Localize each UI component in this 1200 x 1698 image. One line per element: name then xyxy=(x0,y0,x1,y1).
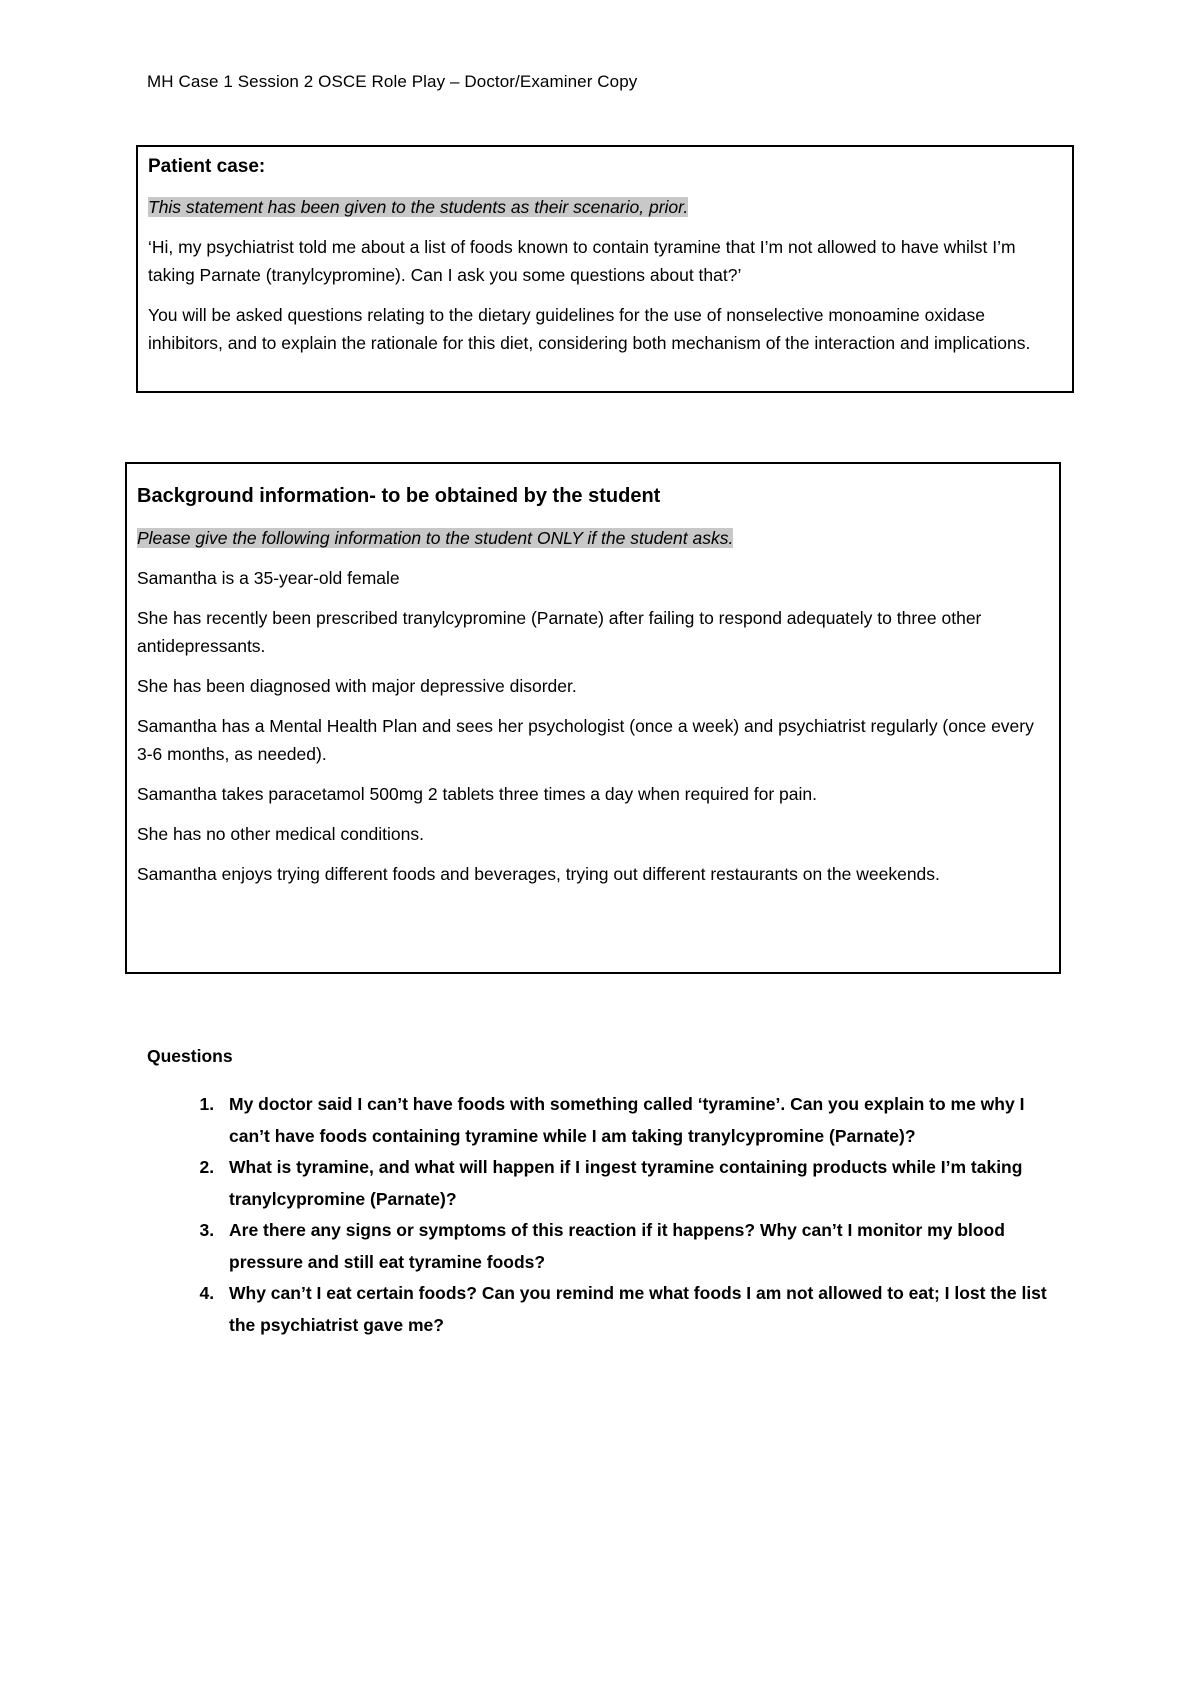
background-item: Samantha is a 35-year-old female xyxy=(137,568,400,588)
background-note-text: Please give the following information to the student ONLY if the student asks. xyxy=(137,528,734,548)
questions-list xyxy=(147,1089,1067,1341)
patient-case-title: Patient case: xyxy=(148,156,266,177)
question-item: 2. What is tyramine, and what will happen if I ingest tyramine containing products while I’m taking tranylcypromine (Parnate)? xyxy=(219,1152,1067,1215)
patient-case-note xyxy=(148,193,1060,221)
patient-case-instruction: You will be asked questions relating to the dietary guidelines for the use of nonselective monoamine oxidase inhibitors, and to explain the rationale for this diet, considering both mechanism of the interaction and implications. xyxy=(148,305,1031,353)
background-item: Samantha enjoys trying different foods and beverages, trying out different restaurants on the weekends. xyxy=(137,864,940,884)
patient-case-quote: ‘Hi, my psychiatrist told me about a list of foods known to contain tyramine that I’m not allowed to have whilst I’m taking Parnate (tranylcypromine). Can I ask you some questions about that?’ xyxy=(148,237,1016,285)
background-item: She has recently been prescribed tranylcypromine (Parnate) after failing to respond adequately to three other antidepressants. xyxy=(137,608,982,656)
page-header: MH Case 1 Session 2 OSCE Role Play – Doctor/Examiner Copy xyxy=(147,72,638,91)
background-info-box xyxy=(125,462,1061,974)
patient-case-note-text: This statement has been given to the students as their scenario, prior. xyxy=(148,197,689,217)
question-item: 3. Are there any signs or symptoms of this reaction if it happens? Why can’t I monitor my blood pressure and still eat tyramine foods? xyxy=(219,1215,1067,1278)
question-item: 1. My doctor said I can’t have foods with something called ‘tyramine’. Can you explain to me why I can’t have foods containing tyramine while I am taking tranylcypromine (Parnate)? xyxy=(219,1089,1067,1152)
background-item: She has no other medical conditions. xyxy=(137,824,424,844)
background-item: Samantha has a Mental Health Plan and sees her psychologist (once a week) and psychiatrist regularly (once every 3-6 months, as needed). xyxy=(137,716,1034,764)
background-note xyxy=(137,524,1047,552)
background-item: Samantha takes paracetamol 500mg 2 tablets three times a day when required for pain. xyxy=(137,784,817,804)
background-item: She has been diagnosed with major depressive disorder. xyxy=(137,676,577,696)
questions-section xyxy=(147,1046,1067,1341)
patient-case-box xyxy=(136,145,1074,393)
questions-heading: Questions xyxy=(147,1046,233,1066)
question-item: 4. Why can’t I eat certain foods? Can you remind me what foods I am not allowed to eat; I lost the list the psychiatrist gave me? xyxy=(219,1278,1067,1341)
background-title: Background information- to be obtained by the student xyxy=(137,485,661,507)
